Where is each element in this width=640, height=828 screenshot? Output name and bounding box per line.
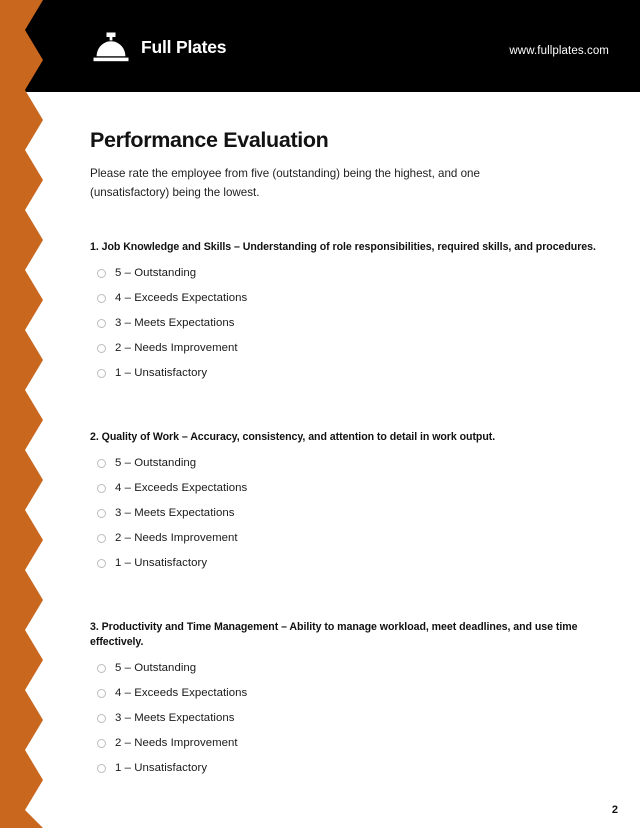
- brand-name: Full Plates: [141, 37, 227, 58]
- option-row[interactable]: [90, 336, 602, 361]
- option-row[interactable]: [90, 526, 602, 551]
- option-label: 1 – Unsatisfactory: [115, 366, 208, 379]
- option-row[interactable]: [90, 656, 602, 681]
- option-label: 3 – Meets Expectations: [115, 506, 235, 519]
- radio-button-icon[interactable]: [97, 689, 106, 698]
- radio-button-icon[interactable]: [97, 534, 106, 543]
- radio-button-icon[interactable]: [97, 739, 106, 748]
- question-title: 1. Job Knowledge and Skills – Understanding of role responsibilities, required skills, and procedures.: [90, 240, 596, 253]
- radio-button-icon[interactable]: [97, 764, 106, 773]
- option-label: 5 – Outstanding: [115, 456, 197, 469]
- option-row[interactable]: [90, 681, 602, 706]
- option-label: 2 – Needs Improvement: [115, 736, 238, 749]
- option-label: 1 – Unsatisfactory: [115, 556, 208, 569]
- radio-button-icon[interactable]: [97, 269, 106, 278]
- option-row[interactable]: [90, 451, 602, 476]
- radio-button-icon[interactable]: [97, 559, 106, 568]
- option-row[interactable]: [90, 551, 602, 576]
- radio-button-icon[interactable]: [97, 484, 106, 493]
- service-bell-icon: [92, 31, 130, 65]
- question-block: [90, 620, 602, 781]
- radio-button-icon[interactable]: [97, 714, 106, 723]
- radio-button-icon[interactable]: [97, 664, 106, 673]
- option-label: 2 – Needs Improvement: [115, 531, 238, 544]
- option-row[interactable]: [90, 261, 602, 286]
- question-block: [90, 240, 602, 386]
- option-row[interactable]: [90, 756, 602, 781]
- option-label: 4 – Exceeds Expectations: [115, 686, 248, 699]
- option-row[interactable]: [90, 286, 602, 311]
- option-label: 5 – Outstanding: [115, 266, 197, 279]
- radio-button-icon[interactable]: [97, 459, 106, 468]
- intro-text: Please rate the employee from five (outstanding) being the highest, and one (unsatisfactory) being the lowest.: [90, 167, 480, 199]
- option-label: 1 – Unsatisfactory: [115, 761, 208, 774]
- option-row[interactable]: [90, 476, 602, 501]
- question-list: [90, 240, 602, 781]
- radio-button-icon[interactable]: [97, 319, 106, 328]
- option-group: [90, 451, 602, 576]
- option-row[interactable]: [90, 361, 602, 386]
- option-label: 4 – Exceeds Expectations: [115, 291, 248, 304]
- radio-button-icon[interactable]: [97, 344, 106, 353]
- site-url[interactable]: www.fullplates.com: [509, 45, 609, 57]
- option-label: 4 – Exceeds Expectations: [115, 481, 248, 494]
- page-header: [0, 0, 640, 92]
- brand-lockup: [92, 31, 226, 65]
- option-label: 5 – Outstanding: [115, 661, 197, 674]
- page-title: Performance Evaluation: [90, 128, 329, 152]
- option-row[interactable]: [90, 706, 602, 731]
- option-group: [90, 261, 602, 386]
- radio-button-icon[interactable]: [97, 369, 106, 378]
- option-label: 3 – Meets Expectations: [115, 316, 235, 329]
- question-title: 3. Productivity and Time Management – Ability to manage workload, meet deadlines, and use time effectively.: [90, 621, 578, 649]
- option-row[interactable]: [90, 311, 602, 336]
- option-row[interactable]: [90, 501, 602, 526]
- option-row[interactable]: [90, 731, 602, 756]
- question-title: 2. Quality of Work – Accuracy, consistency, and attention to detail in work output.: [90, 431, 496, 444]
- option-group: [90, 656, 602, 781]
- radio-button-icon[interactable]: [97, 294, 106, 303]
- question-block: [90, 430, 602, 576]
- option-label: 2 – Needs Improvement: [115, 341, 238, 354]
- document-body: [90, 128, 602, 781]
- page-number: 2: [611, 804, 618, 816]
- option-label: 3 – Meets Expectations: [115, 711, 235, 724]
- radio-button-icon[interactable]: [97, 509, 106, 518]
- orange-zigzag-border: [0, 0, 46, 828]
